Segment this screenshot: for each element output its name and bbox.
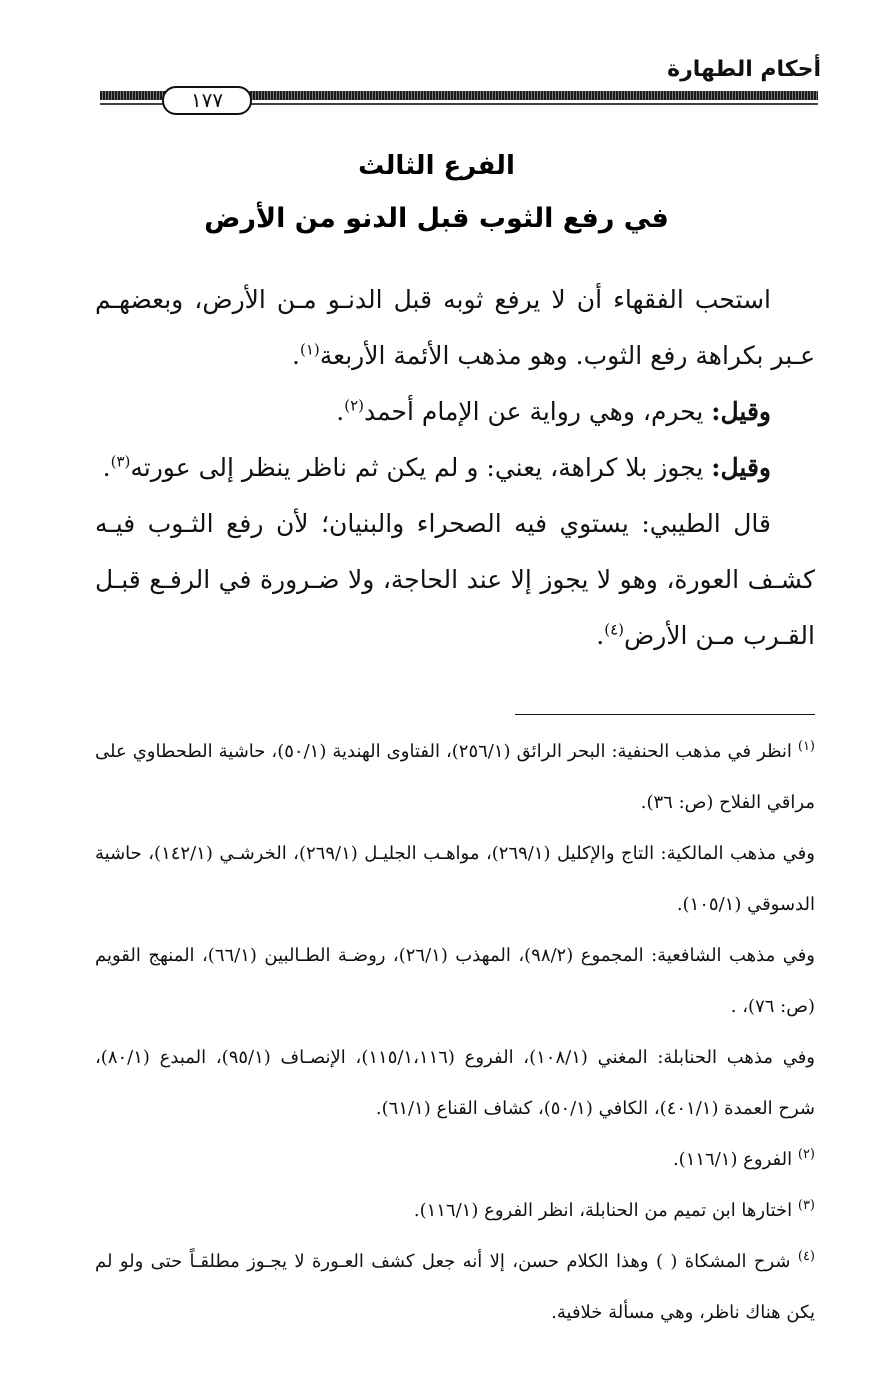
paragraph-4-text: قال الطيبي: يستوي فيه الصحراء والبنيان؛ لأن رفع الثـوب فيـه كشـف العورة، وهو لا يجوز إلا عند الحاجة، ولا ضـرورة في الرفـع قبـل القـرب مـن الأرض xyxy=(95,509,815,650)
footnote-3 xyxy=(95,1185,815,1236)
paragraph-1 xyxy=(95,272,815,384)
footnote-4-marker: (٤) xyxy=(797,1249,815,1264)
footnote-1-hanafi xyxy=(95,726,815,828)
paragraph-3 xyxy=(95,440,815,496)
footnote-ref-3: (٣) xyxy=(110,452,131,471)
paragraph-1-text: استحب الفقهاء أن لا يرفع ثوبه قبل الدنـو مـن الأرض، وبعضهـم عـبر بكراهة رفع الثوب. وهو مذهب الأئمة الأربعة xyxy=(95,285,815,370)
footnote-1-hanafi-text: انظر في مذهب الحنفية: البحر الرائق (٢٥٦/١)، الفتاوى الهندية (٥٠/١)، حاشية الطحطاوي على مراقي الفلاح (ص: ٣٦). xyxy=(95,741,815,813)
footnote-3-text: اختارها ابن تميم من الحنابلة، انظر الفروع (١١٦/١). xyxy=(413,1200,798,1221)
paragraph-2-end: . xyxy=(336,397,345,426)
page-number: ١٧٧ xyxy=(162,86,252,115)
paragraph-2 xyxy=(95,384,815,440)
section-heading: الفرع الثالث xyxy=(358,151,515,181)
paragraph-1-end: . xyxy=(292,341,300,370)
paragraph-2-lead: وقيل: xyxy=(711,397,771,426)
footnote-4-text: شرح المشكاة ( ) وهذا الكلام حسن، إلا أنه جعل كشف العـورة لا يجـوز مطلقـاً حتى ولو لم يكن هناك ناظر، وهي مسألة خلافية. xyxy=(95,1251,815,1323)
running-title: أحكام الطهارة xyxy=(667,57,821,82)
footnote-2 xyxy=(95,1134,815,1185)
paragraph-4-end: . xyxy=(596,621,605,650)
paragraph-3-lead: وقيل: xyxy=(711,453,771,482)
footnote-ref-2: (٢) xyxy=(344,396,364,415)
footnote-ref-1: (١) xyxy=(299,340,320,359)
paragraph-2-text: يحرم، وهي رواية عن الإمام أحمد xyxy=(363,397,712,426)
paragraph-3-text: يجوز بلا كراهة، يعني: و لم يكن ثم ناظر ينظر إلى عورته xyxy=(130,453,712,482)
footnote-1-maliki: وفي مذهب المالكية: التاج والإكليل (٢٦٩/١)، مواهـب الجليـل (٢٦٩/١)، الخرشـي (١٤٢/١)، حاشية الدسوقي (١٠٥/١). xyxy=(95,843,815,915)
footnote-separator xyxy=(515,714,815,715)
main-text xyxy=(95,272,815,664)
footnote-1-shafii: وفي مذهب الشافعية: المجموع (٩٨/٢)، المهذب (٢٦/١)، روضـة الطـالبين (٦٦/١)، المنهج القويم (ص: ٧٦)، . xyxy=(95,945,815,1017)
footnote-4 xyxy=(95,1236,815,1338)
paragraph-3-end: . xyxy=(102,453,111,482)
footnote-ref-4: (٤) xyxy=(604,620,624,639)
footnote-2-text: الفروع (١١٦/١). xyxy=(672,1149,798,1170)
footnotes xyxy=(95,726,815,1338)
footnote-1-marker: (١) xyxy=(797,739,815,754)
paragraph-4 xyxy=(95,496,815,664)
section-title: في رفع الثوب قبل الدنو من الأرض xyxy=(204,203,669,234)
footnote-1-hanbali: وفي مذهب الحنابلة: المغني (١٠٨/١)، الفروع (١١٥/١،١١٦)، الإنصـاف (٩٥/١)، المبدع (٨٠/١)، شرح العمدة (٤٠١/١)، الكافي (٥٠/١)، كشاف القناع (٦١/١). xyxy=(95,1047,815,1119)
footnote-2-marker: (٢) xyxy=(797,1147,815,1162)
footnote-3-marker: (٣) xyxy=(797,1198,815,1213)
